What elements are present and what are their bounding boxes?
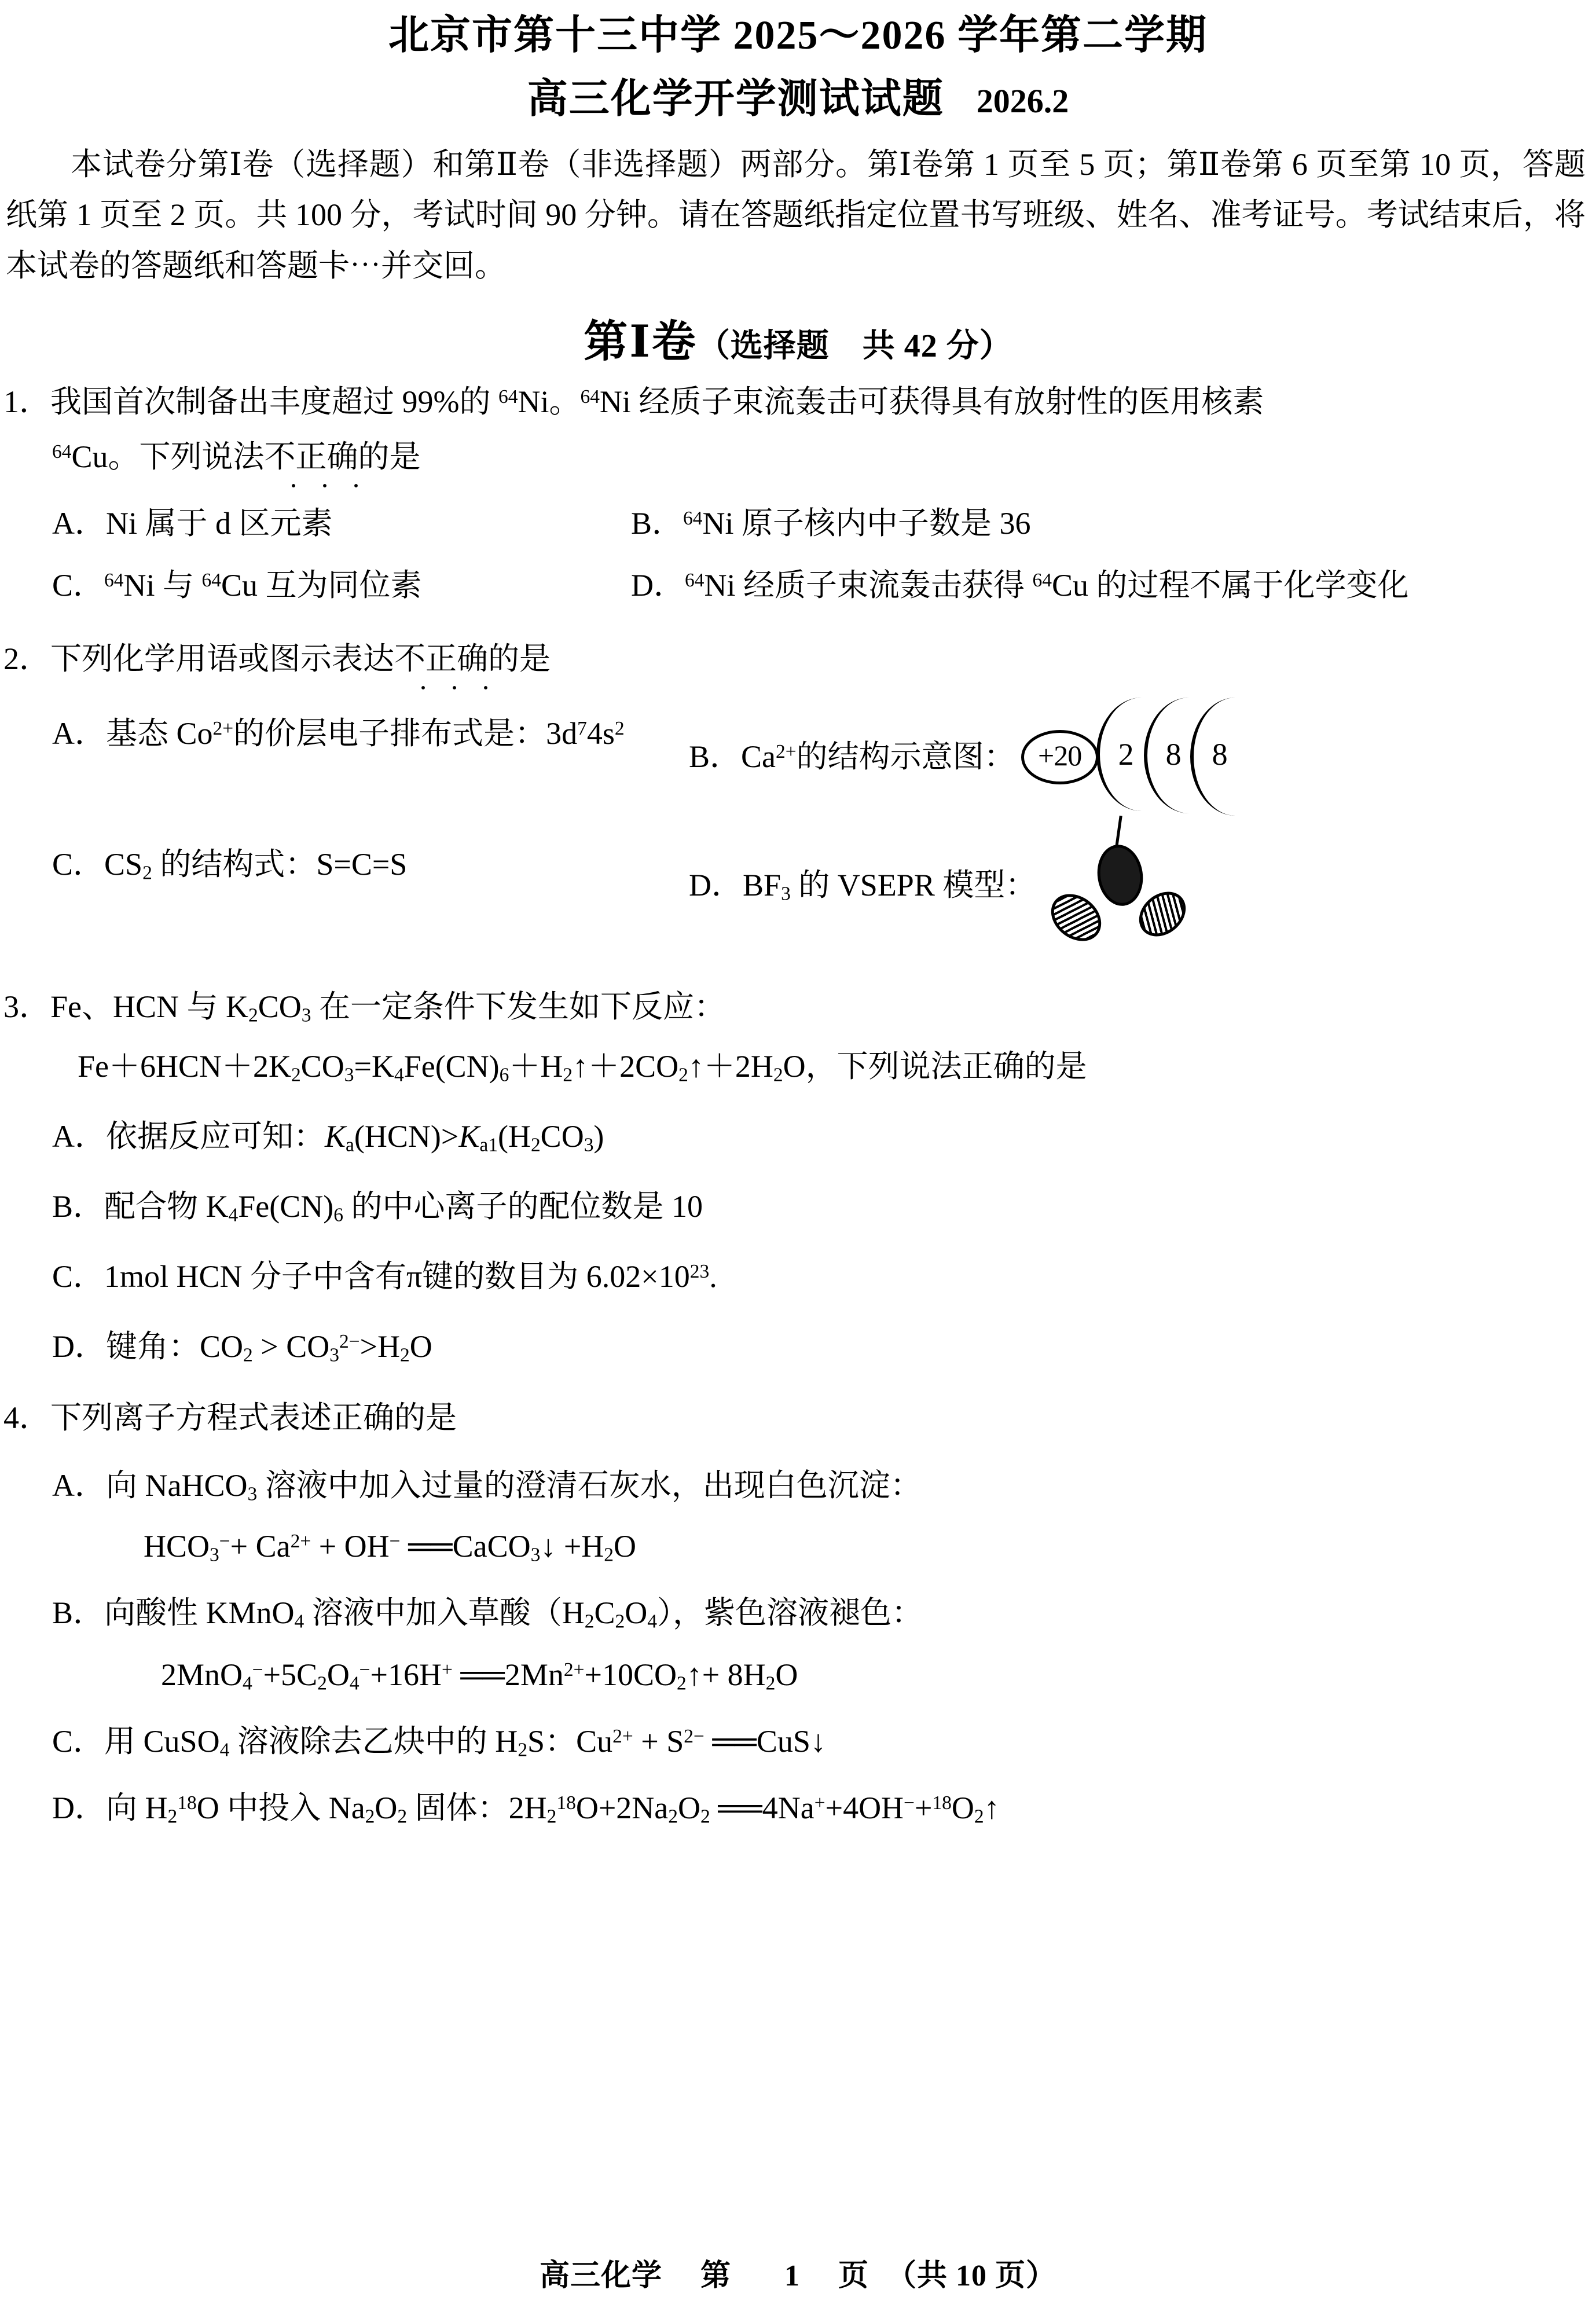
q1-number: 1． (3, 384, 50, 420)
q2-option-c-label: C． (52, 847, 105, 882)
q2-option-a-label: A． (52, 716, 106, 751)
q4a-eq1: HCO (144, 1529, 210, 1564)
q4b-eq2: +5C (263, 1657, 318, 1693)
q1-option-b[interactable] (631, 500, 1588, 547)
q1-stem-ni: Ni。 (518, 384, 581, 420)
q4-option-d[interactable] (3, 1785, 1588, 1832)
q4b-eq6: +10CO (584, 1657, 677, 1693)
electron-count-shell-2: 8 (1165, 737, 1182, 772)
q4-stem-text: 下列离子方程式表述正确的是 (50, 1400, 457, 1436)
footer-total-pages: （共 10 页） (886, 2259, 1057, 2292)
q3-option-c-pre: 1mol HCN 分子中含有π键的数目为 6.02×10 (104, 1259, 690, 1294)
q1-option-d-label: D． (631, 568, 685, 603)
q2-option-a-exp2: 2 (614, 718, 625, 740)
vsepr-stem-line (1116, 816, 1122, 847)
q4-option-d-mid8: + (914, 1791, 933, 1826)
q4a-eq6: O (614, 1529, 637, 1564)
q4-option-b-pre: 向酸性 KMnO (104, 1595, 295, 1631)
q3-option-b[interactable] (3, 1183, 1588, 1230)
q4-option-b-sub3: 2 (615, 1610, 625, 1632)
q4-option-c-sup2: 2− (684, 1726, 705, 1748)
q4-option-c-mid: 溶液除去乙炔中的 H (229, 1724, 518, 1759)
q4-option-d-mid3: 固体：2H (407, 1791, 547, 1826)
q4-option-b-label: B． (52, 1595, 105, 1631)
q3-option-c[interactable] (3, 1253, 1588, 1300)
q1-option-d-mass2: 64 (1032, 570, 1052, 592)
q3-option-b-pre: 配合物 K (104, 1189, 229, 1224)
q3-option-b-sub2: 6 (333, 1204, 343, 1226)
q4-option-c-label: C． (52, 1724, 105, 1759)
q2-option-a-pre: 基态 Co (106, 716, 213, 751)
q3-option-b-mid: Fe(CN) (238, 1189, 334, 1224)
q3-option-a-k1: K (325, 1119, 346, 1154)
vsepr-center-atom (1094, 842, 1147, 909)
section-header (0, 306, 1596, 369)
q1-option-a-text: Ni 属于 d 区元素 (106, 506, 333, 541)
q3-option-a-post2: CO (540, 1119, 584, 1154)
q1-option-d-mass1: 64 (685, 570, 705, 592)
q2-option-c-sub: 2 (142, 862, 152, 884)
q3-option-a-post: (H (497, 1119, 531, 1154)
q4b-eq8: O (775, 1657, 798, 1693)
q3-option-a-label: A． (52, 1119, 106, 1154)
q3-option-a-mid: (HCN)> (354, 1119, 459, 1154)
q3-option-d-sub2: 3 (329, 1344, 339, 1366)
q3-eq-left: Fe＋6HCN＋2K (78, 1049, 292, 1084)
q4-option-d-sup4: − (904, 1792, 915, 1814)
electron-count-shell-3: 8 (1212, 737, 1228, 772)
q1-ni-mass: 64 (498, 386, 518, 408)
q4b-eq-sub1: 4 (243, 1672, 252, 1694)
q4-option-d-mid6: ══4Na (710, 1791, 814, 1826)
bf3-vsepr-model-diagram (1044, 841, 1189, 951)
q3-option-d-post: >H (359, 1329, 401, 1364)
q3-option-a-k2sub: a1 (479, 1134, 498, 1156)
q1-stem-a: 我国首次制备出丰度超过 99%的 (50, 384, 498, 420)
q3-stem-sub2: 3 (301, 1004, 311, 1026)
q2-option-a[interactable] (52, 710, 689, 757)
q4-option-d-pre: 向 H (106, 1791, 168, 1826)
q2-option-a-charge: 2+ (212, 718, 234, 740)
q3-eq-lsub2: 3 (344, 1064, 354, 1086)
nucleus-charge-label: +20 (1021, 730, 1099, 784)
q4-option-c-sup1: 2+ (612, 1726, 633, 1748)
q4a-eq-sub5: 2 (604, 1544, 614, 1566)
calcium-ion-shell-diagram (1021, 710, 1228, 797)
q2-stem-b: 的是 (488, 641, 551, 677)
question-2-stem (3, 636, 1588, 683)
q4-option-d-label: D． (52, 1791, 106, 1826)
question-3-stem (3, 984, 1588, 1030)
q4-option-d-mid7: +4OH (825, 1791, 904, 1826)
q4-number: 4． (3, 1400, 50, 1436)
q4b-eq-sup4: 2+ (563, 1659, 585, 1681)
q3-option-a-k1sub: a (346, 1134, 354, 1156)
q4b-eq7: ↑+ 8H (686, 1657, 766, 1693)
q3-eq-msub2: 6 (499, 1064, 509, 1086)
q3-eq-mid5: ↑＋2H (688, 1049, 773, 1084)
question-1-stem (3, 379, 1588, 425)
q2-option-d-label: D． (689, 868, 743, 903)
q4-option-d-sub1: 2 (167, 1806, 178, 1828)
q3-option-d-charge: 2− (339, 1331, 360, 1353)
q4b-eq-sub3: 4 (349, 1672, 359, 1694)
q2-option-d-post: 的 VSEPR 模型： (790, 868, 1037, 903)
q4b-eq-sub4: 2 (676, 1672, 687, 1694)
footer-subject: 高三化学 (539, 2259, 662, 2292)
q1-option-c-mid1: Ni 与 (123, 568, 202, 603)
q3-eq-msub4: 2 (678, 1064, 688, 1086)
q4-option-d-sup3: + (814, 1792, 825, 1814)
q3-option-a[interactable] (3, 1113, 1588, 1160)
q3-option-d-label: D． (52, 1329, 106, 1364)
q1-option-c-mass1: 64 (104, 570, 124, 592)
q2-option-a-exp1: 7 (577, 718, 587, 740)
q4-option-c-sub2: 2 (518, 1739, 528, 1761)
q4-option-d-mid4: O+2Na (575, 1791, 669, 1826)
q3-eq-mid: =K (354, 1049, 394, 1084)
q4a-eq-sub4: 3 (530, 1544, 541, 1566)
q2-option-a-mid: 的价层电子排布式是：3d (233, 716, 578, 751)
q4-option-d-mid5: O (678, 1791, 700, 1826)
q2-option-b-post: 的结构示意图： (796, 739, 1015, 775)
q1-option-b-text: Ni 原子核内中子数是 36 (702, 506, 1031, 541)
q4-option-d-mid10: ↑ (984, 1791, 1000, 1826)
question-1-options-row-2 (3, 562, 1588, 609)
q3-option-c-label: C． (52, 1259, 105, 1294)
page-title: 北京市第十三中学 2025～2026 学年第二学期 (388, 13, 1208, 58)
q4a-eq5: ↓ +H (540, 1529, 604, 1564)
q3-number: 3． (3, 989, 50, 1025)
footer-page-number: 1 (784, 2259, 800, 2292)
q3-eq-msub3: 2 (563, 1064, 573, 1086)
q1-option-d[interactable] (631, 562, 1588, 609)
vsepr-left-atom (1042, 885, 1110, 951)
question-1-stem-line2 (3, 434, 1588, 480)
q4-option-c-mid2: S：Cu (527, 1724, 613, 1759)
q2-option-b[interactable] (689, 710, 1588, 797)
q3-option-c-exp: 23 (689, 1261, 710, 1283)
q4-option-b-equation (3, 1652, 1588, 1698)
q4a-eq-sup1: − (219, 1531, 230, 1553)
q1-option-a[interactable] (52, 500, 631, 547)
question-2 (0, 636, 1596, 951)
q4a-eq4: ══CaCO (400, 1529, 531, 1564)
q4-option-d-sub4: 2 (546, 1806, 557, 1828)
q3-option-b-post: 的中心离子的配位数是 10 (343, 1189, 703, 1224)
q3-option-c-post: . (709, 1259, 717, 1294)
q2-option-c-post: 的结构式：S=C=S (152, 847, 408, 882)
q1-option-c-label: C． (52, 568, 105, 603)
question-1 (0, 379, 1596, 609)
q4-option-b[interactable] (3, 1590, 1588, 1637)
q4-option-b-mid2: C (594, 1595, 615, 1631)
q3-stem-b: CO (258, 989, 302, 1025)
q3-stem-sub1: 2 (248, 1004, 258, 1026)
q4b-eq3: O (326, 1657, 350, 1693)
q4-option-d-sup5: 18 (932, 1792, 952, 1814)
q4b-eq-sub5: 2 (765, 1672, 776, 1694)
q1-option-b-label: B． (631, 506, 684, 541)
q2-option-c[interactable] (52, 841, 689, 888)
q1-stem2-a: Cu。下列说法 (71, 439, 265, 475)
q3-option-d-pre: 键角：CO (106, 1329, 244, 1364)
q4b-eq-sub2: 2 (317, 1672, 327, 1694)
q4-option-c-mid3: + S (633, 1724, 684, 1759)
q4a-eq-sup3: − (389, 1531, 401, 1553)
question-3-equation (3, 1043, 1588, 1090)
q3-eq-mid4: ↑＋2CO (573, 1049, 679, 1084)
q2-option-d[interactable] (689, 841, 1588, 951)
q2-option-d-sub: 3 (781, 883, 791, 905)
q3-eq-mid2: Fe(CN) (403, 1049, 500, 1084)
q3-option-a-postsub2: 3 (584, 1134, 594, 1156)
q1-emphasis: 不正确 (265, 434, 358, 480)
q4b-eq4: +16H (370, 1657, 442, 1693)
q4-option-b-sub1: 4 (294, 1610, 304, 1632)
q4-option-c-mid4: ══CuS↓ (704, 1724, 826, 1759)
q4-option-a-post: 溶液中加入过量的澄清石灰水，出现白色沉淀： (257, 1468, 922, 1503)
question-2-options-row-1 (3, 710, 1588, 797)
page-subtitle (0, 74, 1596, 125)
electron-count-shell-1: 2 (1118, 737, 1134, 772)
question-3 (0, 984, 1596, 1370)
q4b-eq-sup2: − (359, 1659, 370, 1681)
q3-option-d[interactable] (3, 1323, 1588, 1370)
q4-option-d-mid9: O (951, 1791, 974, 1826)
q3-option-d-sub1: 2 (243, 1344, 253, 1366)
q4-option-a-pre: 向 NaHCO (106, 1468, 248, 1503)
q1-cu-mass: 64 (52, 441, 72, 463)
q2-option-b-charge: 2+ (776, 741, 797, 763)
q3-eq-lsub1: 2 (291, 1064, 301, 1086)
question-2-options-row-2 (3, 841, 1588, 951)
q3-option-d-mid: > CO (252, 1329, 330, 1364)
exam-date: 2026.2 (976, 82, 1069, 120)
subtitle-text: 高三化学开学测试试题 (527, 76, 944, 122)
q3-eq-tail: 下列说法正确的是 (836, 1049, 1087, 1084)
q2-stem-a: 下列化学用语或图示表达 (50, 641, 394, 677)
footer-page-unit: 页 (838, 2259, 869, 2292)
q1-option-d-mid1: Ni 经质子束流轰击获得 (704, 568, 1033, 603)
q4-option-b-post: ），紫色溶液褪色： (657, 1595, 923, 1631)
q4-option-d-sub2: 2 (365, 1806, 375, 1828)
q1-option-b-mass: 64 (683, 508, 703, 530)
q4-option-d-sub7: 2 (974, 1806, 984, 1828)
q4-option-d-sub5: 2 (668, 1806, 678, 1828)
q3-eq-mid6: O， (783, 1049, 837, 1084)
footer-page-word: 第 (700, 2259, 731, 2292)
question-1-options-row-1 (3, 500, 1588, 547)
q3-stem-a: Fe、HCN 与 K (50, 989, 249, 1025)
section-label: 第Ⅰ卷 (584, 318, 698, 367)
q2-option-c-pre: CS (104, 847, 143, 882)
q4-option-b-mid: 溶液中加入草酸（H (304, 1595, 585, 1631)
q3-option-d-post2: O (409, 1329, 432, 1364)
q4a-eq-sub1: 3 (210, 1544, 219, 1566)
q4-option-a-label: A． (52, 1468, 106, 1503)
q4-option-a-sub: 3 (247, 1483, 258, 1505)
q2-option-d-pre: BF (743, 868, 782, 903)
q3-option-b-label: B． (52, 1189, 105, 1224)
q3-option-a-k2: K (458, 1119, 480, 1154)
q4-option-b-mid3: O (625, 1595, 648, 1631)
question-4 (0, 1395, 1596, 1832)
q3-option-a-pre: 依据反应可知： (106, 1119, 325, 1154)
instructions-paragraph: 本试卷分第Ⅰ卷（选择题）和第Ⅱ卷（非选择题）两部分。第Ⅰ卷第 1 页至 5 页；第Ⅱ卷第 6 页至第 10 页，答题纸第 1 页至 2 页。共 100 分，考试时间 90 分钟。请在答题纸指定位置书写班级、姓名、准考证号。考试结束后，将本试卷的答题纸和答题卡⋯并交回。 (6, 147, 1586, 283)
q4-option-b-sub2: 2 (584, 1610, 595, 1632)
q3-option-a-post3: ) (593, 1119, 604, 1154)
q4-option-d-sub3: 2 (397, 1806, 408, 1828)
q4b-eq-sup1: − (252, 1659, 263, 1681)
q3-eq-msub1: 4 (394, 1064, 404, 1086)
q3-option-d-sub3: 2 (400, 1344, 410, 1366)
q4-option-b-sub4: 4 (647, 1610, 658, 1632)
q4-option-d-sub6: 2 (700, 1806, 710, 1828)
q4-option-d-mid: O 中投入 Na (196, 1791, 365, 1826)
q2-emphasis: 不正确 (394, 636, 488, 683)
q1-stem2-b: 的是 (358, 439, 421, 475)
page-footer (0, 2251, 1596, 2294)
q4-option-d-sup1: 18 (177, 1792, 197, 1814)
q4b-eq-sup3: + (441, 1659, 453, 1681)
q4-option-a[interactable] (3, 1462, 1588, 1509)
exam-page (0, 10, 1596, 2315)
q1-ni2-mass: 64 (580, 386, 600, 408)
section-note: （选择题 共 42 分） (697, 328, 1012, 365)
q1-option-a-label: A． (52, 506, 106, 541)
q3-option-b-sub1: 4 (228, 1204, 239, 1226)
q4-option-c-sub1: 4 (219, 1739, 230, 1761)
question-4-stem (3, 1395, 1588, 1441)
q1-option-c[interactable] (52, 562, 631, 609)
q4a-eq-sup2: 2+ (290, 1531, 311, 1553)
q3-eq-msub5: 2 (773, 1064, 783, 1086)
q4-option-a-equation (3, 1523, 1588, 1570)
q4b-eq5: ══2Mn (452, 1657, 564, 1693)
q2-number: 2． (3, 641, 50, 677)
q2-option-b-label: B． (689, 739, 742, 775)
q3-option-a-postsub: 2 (530, 1134, 541, 1156)
q4-option-d-sup2: 18 (556, 1792, 576, 1814)
q1-option-c-mid2: Cu 互为同位素 (221, 568, 422, 603)
q4-option-d-mid2: O (375, 1791, 398, 1826)
q4-option-c[interactable] (3, 1718, 1588, 1765)
q3-eq-mid3: ＋H (509, 1049, 563, 1084)
q3-stem-c: 在一定条件下发生如下反应： (311, 989, 725, 1025)
q3-eq-left2: CO (300, 1049, 344, 1084)
q4-option-c-pre: 用 CuSO (104, 1724, 220, 1759)
q2-option-a-post: 4s (586, 716, 615, 751)
q1-option-c-mass2: 64 (201, 570, 221, 592)
q2-option-b-pre: Ca (741, 739, 776, 775)
q1-stem-b: Ni 经质子束流轰击可获得具有放射性的医用核素 (599, 384, 1264, 420)
q4a-eq2: + Ca (230, 1529, 291, 1564)
q4b-eq1: 2MnO (161, 1657, 243, 1693)
q1-option-d-mid2: Cu 的过程不属于化学变化 (1051, 568, 1409, 603)
q4a-eq3: + OH (311, 1529, 390, 1564)
